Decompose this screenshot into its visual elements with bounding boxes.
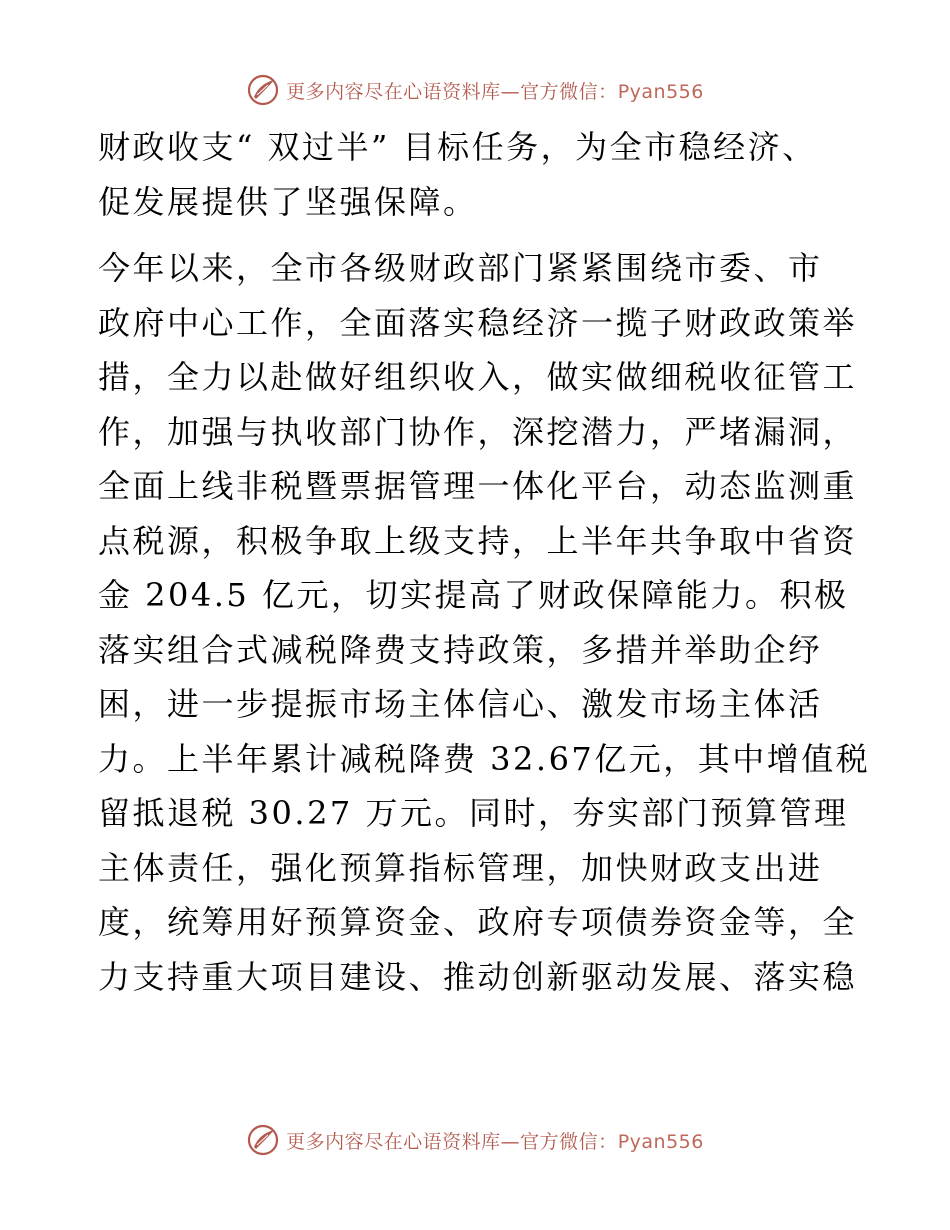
watermark-text: [286, 77, 704, 104]
text-line: 作，加强与执收部门协作，深挖潜力，严堵漏洞，: [98, 412, 858, 451]
paragraph-1: [98, 120, 858, 229]
quill-seal-icon: [246, 1123, 280, 1157]
text-line: 主体责任，强化预算指标管理，加快财政支出进: [98, 848, 823, 887]
watermark-text: [286, 1127, 704, 1154]
text-line: 点税源，积极争取上级支持，上半年共争取中省资: [98, 521, 858, 560]
text-line: 政府中心工作，全面落实稳经济一揽子财政政策举: [98, 303, 858, 342]
footer-watermark: [0, 1120, 950, 1160]
watermark-brand: 更多内容尽在心语资料库: [286, 80, 501, 103]
text-line: 留抵退税 30.27 万元。同时，夯实部门预算管理: [98, 794, 849, 832]
text-line: 困，进一步提振市场主体信心、激发市场主体活: [98, 685, 823, 723]
paragraph-2: [98, 241, 871, 1004]
watermark-official: 官方微信：: [520, 80, 618, 103]
watermark-separator: —: [500, 1130, 521, 1153]
header-watermark: [0, 70, 950, 110]
text-line: 财政收支“ 双过半” 目标任务，为全市稳经济、: [98, 128, 817, 166]
text-line: 今年以来，全市各级财政部门紧紧围绕市委、市: [98, 249, 823, 287]
text-line: 度，统筹用好预算资金、政府专项债券资金等，全: [98, 903, 858, 941]
text-line: 力支持重大项目建设、推动创新驱动发展、落实稳: [98, 957, 858, 996]
watermark-handle: Pyan556: [617, 1130, 704, 1153]
watermark-separator: —: [500, 80, 521, 103]
text-line: 力。上半年累计减税降费 32.67亿元，其中增值税: [98, 739, 871, 778]
watermark-handle: Pyan556: [617, 80, 704, 103]
text-line: 促发展提供了坚强保障。: [98, 182, 478, 221]
document-body: [98, 120, 871, 1004]
text-line: 措，全力以赴做好组织收入，做实做细税收征管工: [98, 358, 858, 396]
watermark-official: 官方微信：: [520, 1130, 618, 1153]
watermark-brand: 更多内容尽在心语资料库: [286, 1130, 501, 1153]
text-line: 落实组合式减税降费支持政策，多措并举助企纾: [98, 630, 823, 669]
text-line: 全面上线非税暨票据管理一体化平台，动态监测重: [98, 467, 858, 505]
text-line: 金 204.5 亿元，切实提高了财政保障能力。积极: [98, 576, 849, 614]
quill-seal-icon: [246, 73, 280, 107]
